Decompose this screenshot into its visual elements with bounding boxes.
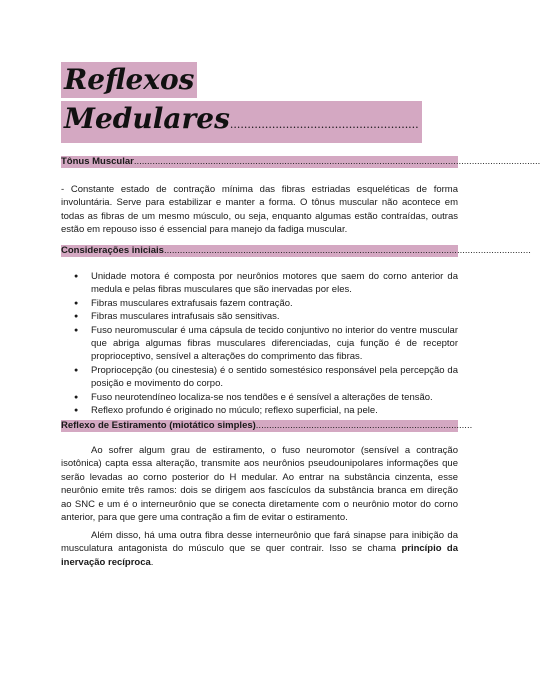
list-item: ● Fibras musculares extrafusais fazem contração.	[61, 297, 458, 310]
list-item: ● Propriocepção (ou cinestesia) é o sentido somestésico responsável pela percepção da posição e movimento do corpo.	[61, 364, 458, 391]
heading-consideracoes-iniciais: Considerações iniciais...........................................................................................................................................	[61, 245, 531, 256]
list-item: ● Fuso neuromuscular é uma cápsula de tecido conjuntivo no interior do ventre muscular que abriga algumas fibras musculares diferenciadas, cuja função é de receptor proprioceptivo, sensível a alterações do comprimento das fibras.	[61, 324, 458, 364]
bullet-list-consideracoes	[61, 270, 458, 417]
list-item: ● Fibras musculares intrafusais são sensitivas.	[61, 310, 458, 323]
title-line-1: Reflexos	[61, 62, 197, 98]
title-line-2: Medulares......................................................	[61, 101, 422, 143]
heading-tonus-muscular: Tônus Muscular..........................................................................................................................................................	[61, 156, 540, 167]
paragraph-tonus-muscular: - Constante estado de contração mínima das fibras estriadas esqueléticas de forma involuntária. Serve para estabilizar e manter a forma. O tônus muscular não acontece em todas as fibras de um mesmo músculo, ou seja, enquanto algumas estão contraídas, outras estão em repouso isso é essencial para manejo da fadiga muscular.	[61, 184, 458, 236]
term-principio-inervacao: princípio da inervação recíproca	[61, 543, 458, 568]
list-item: ● Fuso neurotendíneo localiza-se nos tendões e é sensível a alterações de tensão.	[61, 391, 458, 404]
title-dots: ......................................................	[229, 118, 419, 131]
list-item: ● Reflexo profundo é originado no múculo; reflexo superficial, na pele.	[61, 404, 458, 417]
paragraph-reflexo-estiramento-2: Além disso, há uma outra fibra desse interneurônio que fará sinapse para inibição da musculatura antagonista do músculo que se quer contrair. Isso se chama princípio da inervação recíproca.	[61, 530, 458, 568]
list-item: ● Unidade motora é composta por neurônios motores que saem do corno anterior da medula e pelas fibras musculares que são inervadas por eles.	[61, 270, 458, 297]
paragraph-reflexo-estiramento-1: Ao sofrer algum grau de estiramento, o fuso neuromotor (sensível a contração isotônica) capta essa alteração, transmite aos neurônios pseudounipolares informações que serão levadas ao corno posterior do H medular. Ao entrar na substância cinzenta, esse neurônio emite três ramos: dois se dirigem aos fascículos da substância branca em direção ao SNC e um é o interneurônio que se conecta diretamente com o neurônio motor do corno anterior, para que gere uma contração a fim de evitar o estiramento.	[61, 445, 458, 524]
heading-reflexo-estiramento: Reflexo de Estiramento (miotático simples)..................................................................................	[61, 420, 473, 431]
